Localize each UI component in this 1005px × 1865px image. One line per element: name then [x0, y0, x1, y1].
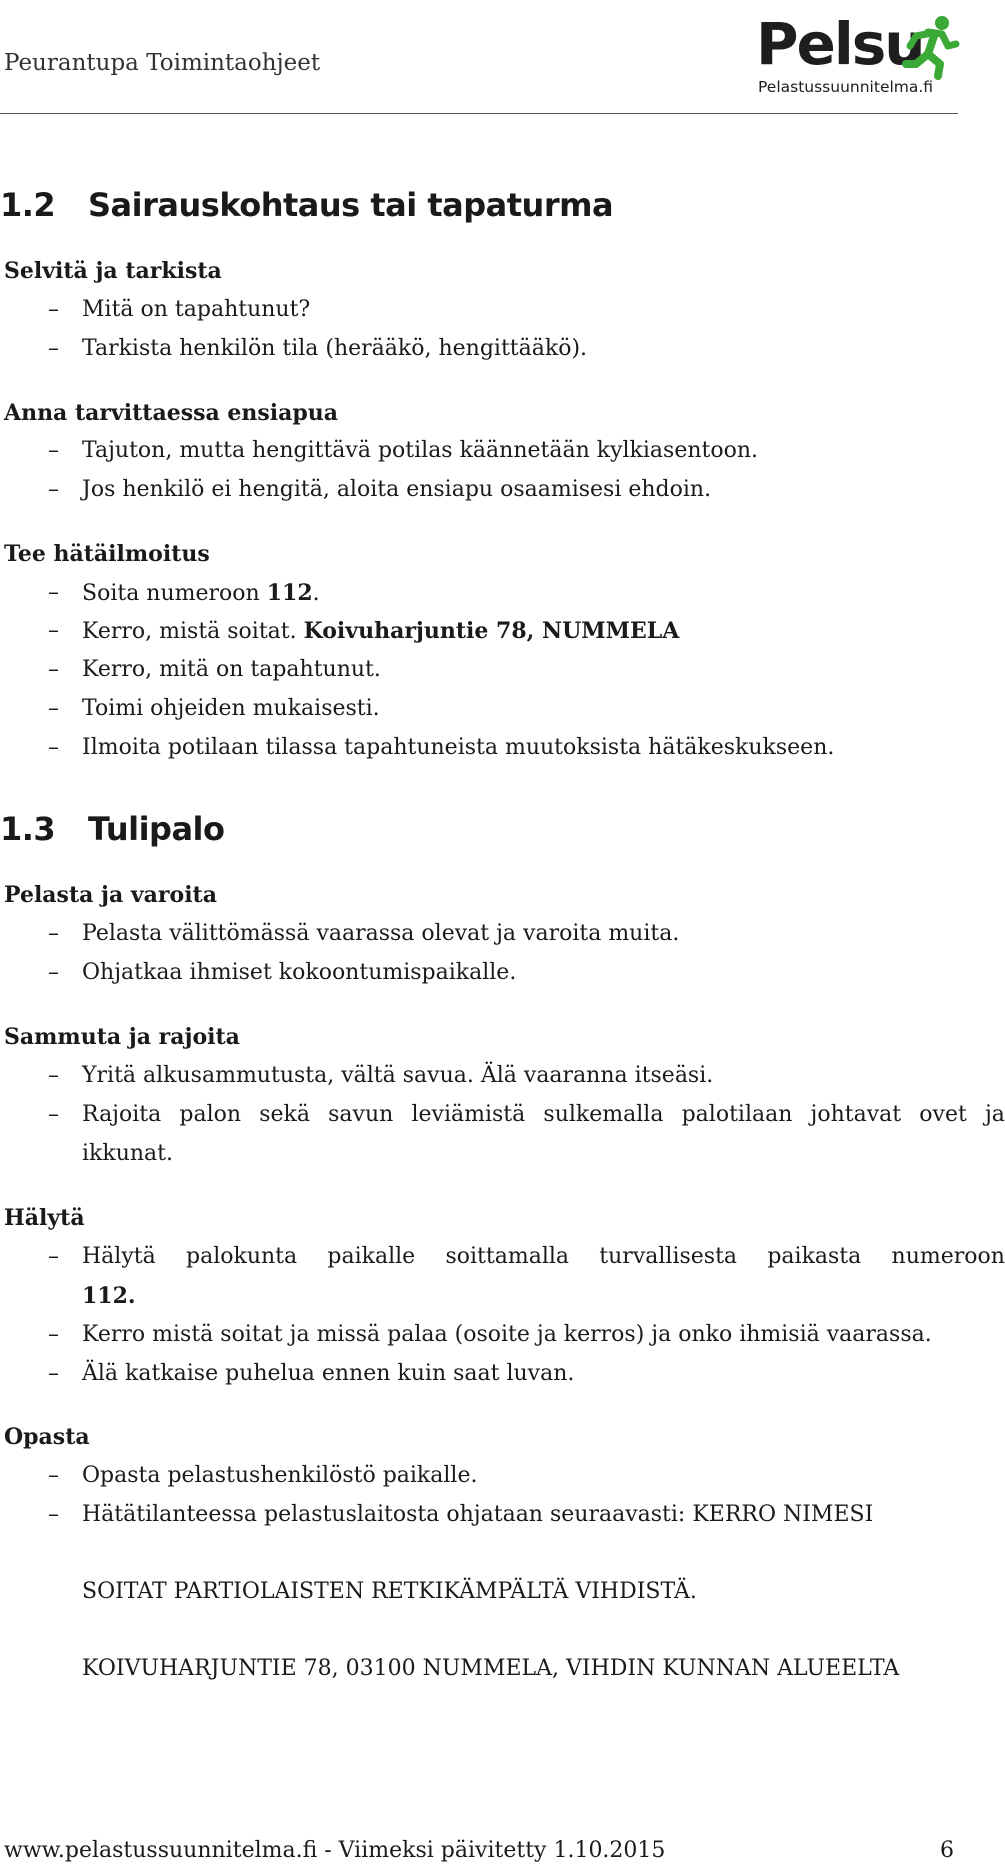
word: savun	[328, 1102, 394, 1127]
section-heading-1-3	[0, 810, 224, 848]
section-title: Sairauskohtaus tai tapaturma	[88, 186, 614, 224]
logo-word: Pelsu	[756, 10, 924, 78]
list-item-continuation: ikkunat.	[82, 1141, 173, 1166]
word: sulkemalla	[543, 1102, 664, 1127]
subheading-halyta: Hälytä	[4, 1205, 85, 1231]
word: numeroon	[891, 1244, 1005, 1269]
footer-text: www.pelastussuunnitelma.fi - Viimeksi päivitetty 1.10.2015	[4, 1838, 666, 1863]
word: johtavat	[810, 1102, 902, 1127]
address: Koivuharjuntie 78, NUMMELA	[303, 618, 680, 644]
subheading-pelasta: Pelasta ja varoita	[4, 882, 217, 908]
word: turvallisesta	[599, 1244, 738, 1269]
word: ja	[984, 1102, 1005, 1127]
page-number: 6	[940, 1838, 954, 1863]
section-number: 1.2	[0, 186, 56, 224]
running-man-icon	[902, 14, 958, 78]
subheading-hatailmoitus: Tee hätäilmoitus	[4, 541, 210, 567]
section-title: Tulipalo	[88, 810, 225, 848]
logo-subtitle: Pelastussuunnitelma.fi	[758, 78, 934, 96]
subheading-opasta: Opasta	[4, 1424, 90, 1450]
pelsu-logo	[752, 10, 960, 104]
list-item-continuation: 112.	[82, 1283, 136, 1309]
subheading-sammuta: Sammuta ja rajoita	[4, 1024, 240, 1050]
header-title: Peurantupa Toimintaohjeet	[4, 50, 321, 76]
instruction-line: KOIVUHARJUNTIE 78, 03100 NUMMELA, VIHDIN KUNNAN ALUEELTA	[82, 1656, 900, 1681]
word: sekä	[259, 1102, 310, 1127]
word: paikalle	[327, 1244, 416, 1269]
header-divider	[0, 113, 958, 114]
word: palotilaan	[681, 1102, 793, 1127]
word: palon	[179, 1102, 242, 1127]
instruction-line: SOITAT PARTIOLAISTEN RETKIKÄMPÄLTÄ VIHDISTÄ.	[82, 1579, 697, 1604]
section-number: 1.3	[0, 810, 56, 848]
word: leviämistä	[411, 1102, 526, 1127]
word: soittamalla	[445, 1244, 570, 1269]
word: ovet	[919, 1102, 967, 1127]
emergency-number: 112	[266, 580, 313, 606]
word: Hälytä	[82, 1244, 156, 1269]
word: Rajoita	[82, 1102, 162, 1127]
word: palokunta	[186, 1244, 298, 1269]
section-heading-1-2	[0, 186, 613, 224]
subheading-ensiapu: Anna tarvittaessa ensiapua	[4, 400, 339, 426]
subheading-selvita: Selvitä ja tarkista	[4, 258, 222, 284]
word: paikasta	[767, 1244, 862, 1269]
